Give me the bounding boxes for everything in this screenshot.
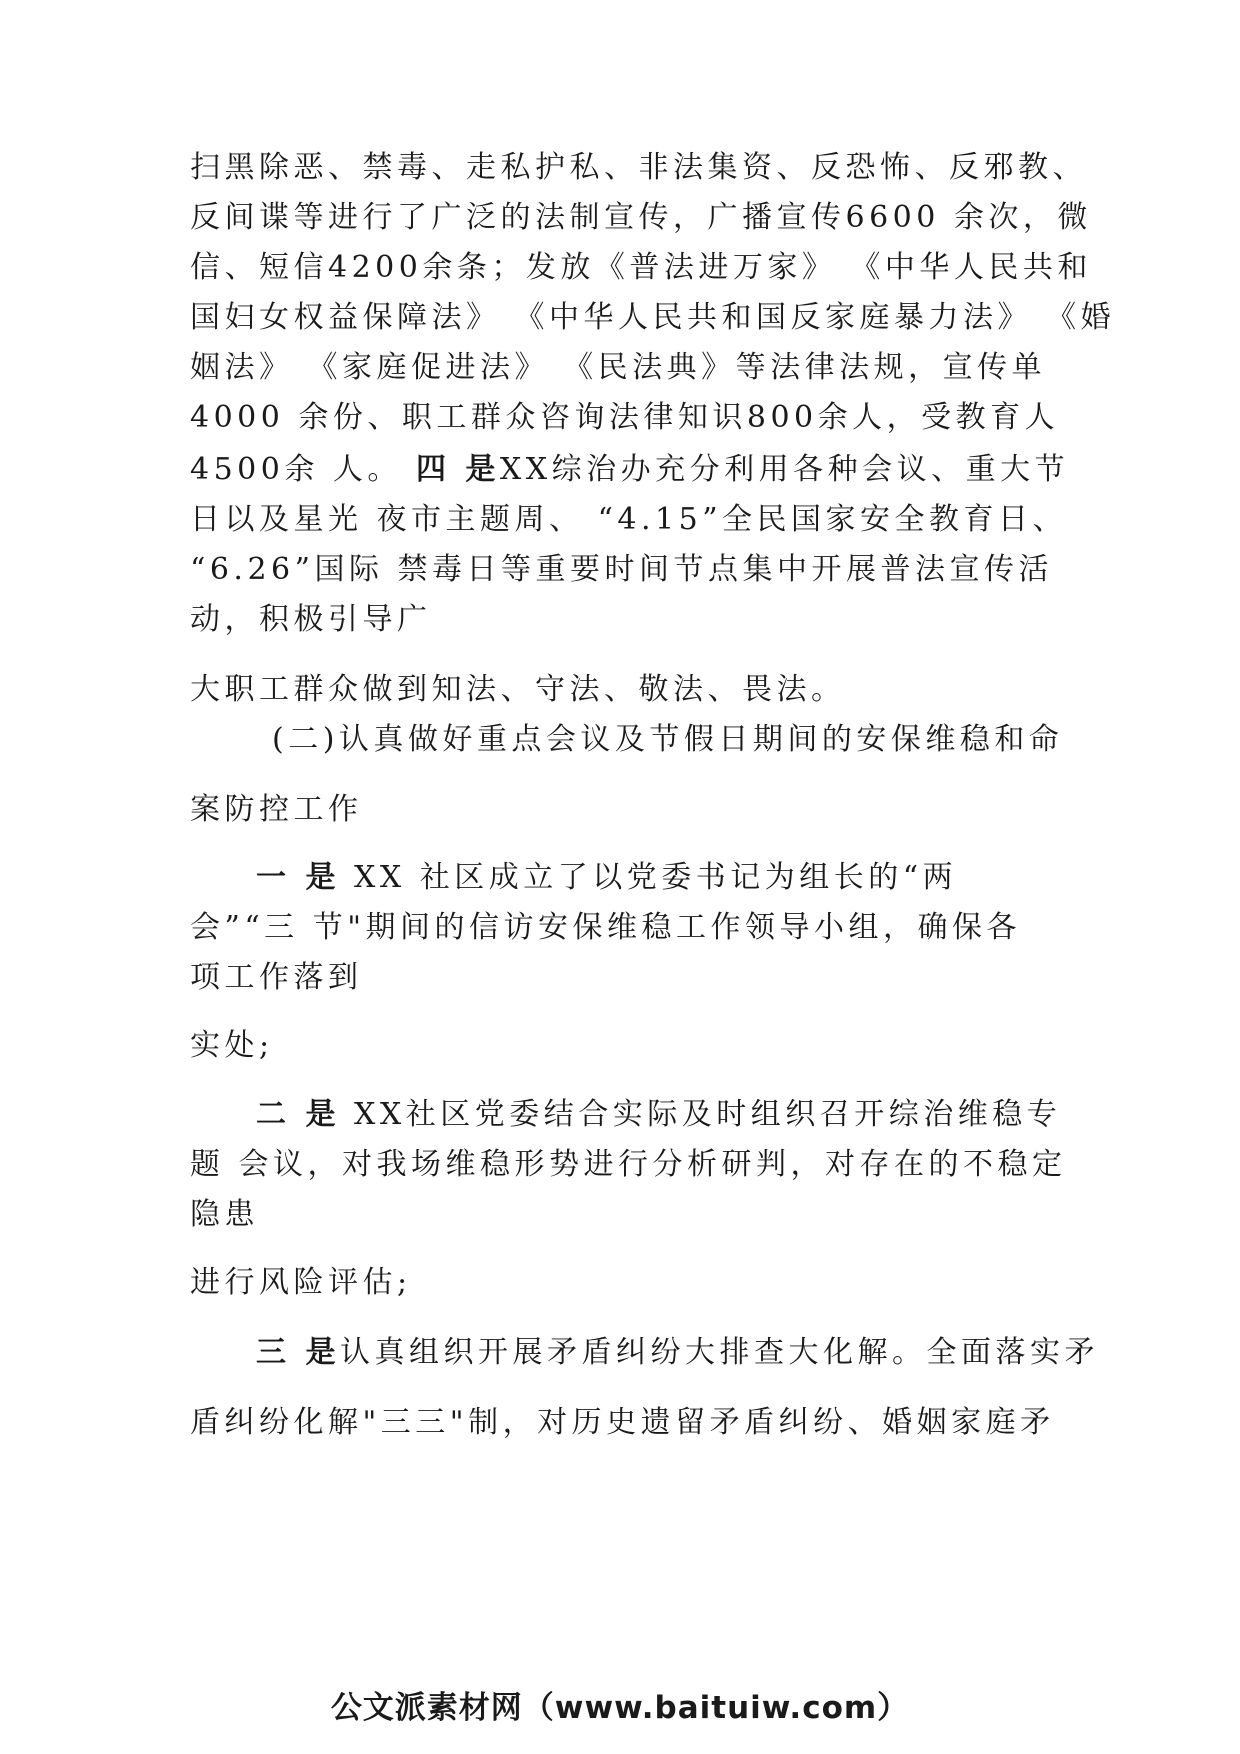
paragraph-marker: 一 是	[256, 860, 340, 895]
text-line: “6.26”国际 禁毒日等重要时间节点集中开展普法宣传活	[190, 552, 1054, 587]
text-line: 姻法》 《家庭促进法》 《民法典》等法律法规，宣传单	[190, 350, 1047, 385]
text-line: 项工作落到	[190, 960, 363, 995]
text-line	[256, 1095, 1061, 1135]
line-start: 4500余 人。	[190, 452, 402, 487]
text-line: 日以及星光 夜市主题周、 “4.15”全民国家安全教育日、	[190, 502, 1068, 537]
section-heading-continued: 案防控工作	[190, 792, 363, 827]
text-line: 动，积极引导广	[190, 602, 432, 637]
text-line: 进行风险评估;	[190, 1265, 412, 1300]
text-line: 会”“三 节"期间的信访安保维稳工作领导小组，确保各	[190, 910, 1022, 945]
line-rest: XX综治办充分利用各种会议、重大节	[499, 452, 1070, 487]
paragraph-marker: 二 是	[256, 1097, 340, 1132]
text-line: 实处;	[190, 1028, 274, 1063]
text-line: 隐患	[190, 1197, 259, 1232]
text-line: 4000 余份、职工群众咨询法律知识800余人，受教育人	[190, 400, 1060, 435]
text-line	[190, 450, 1069, 490]
text-line: 题 会议，对我场维稳形势进行分析研判，对存在的不稳定	[190, 1147, 1067, 1182]
text-line: 信、短信4200余条；发放《普法进万家》 《中华人民共和	[190, 250, 1092, 285]
section-heading: (二)认真做好重点会议及节假日期间的安保维稳和命	[272, 722, 1064, 757]
line-rest: XX 社区成立了以党委书记为组长的“两	[354, 860, 958, 895]
text-line: 国妇女权益保障法》 《中华人民共和国反家庭暴力法》 《婚	[190, 300, 1116, 335]
text-line	[256, 1333, 1099, 1373]
text-line: 盾纠纷化解"三三"制，对历史遗留矛盾纠纷、婚姻家庭矛	[190, 1405, 1055, 1440]
text-line: 反间谍等进行了广泛的法制宣传，广播宣传6600 余次，微	[190, 200, 1092, 235]
line-rest: 认真组织开展矛盾纠纷大排查大化解。全面落实矛	[339, 1335, 1099, 1370]
paragraph-marker: 三 是	[256, 1335, 340, 1370]
text-line	[256, 858, 957, 898]
text-line: 扫黑除恶、禁毒、走私护私、非法集资、反恐怖、反邪教、	[190, 150, 1087, 185]
footer-watermark: 公文派素材网（www.baituiw.com）	[330, 1690, 910, 1726]
text-line: 大职工群众做到知法、守法、敬法、畏法。	[190, 672, 846, 707]
paragraph-marker: 四 是	[415, 452, 500, 487]
line-rest: XX社区党委结合实际及时组织召开综治维稳专	[354, 1097, 1062, 1132]
